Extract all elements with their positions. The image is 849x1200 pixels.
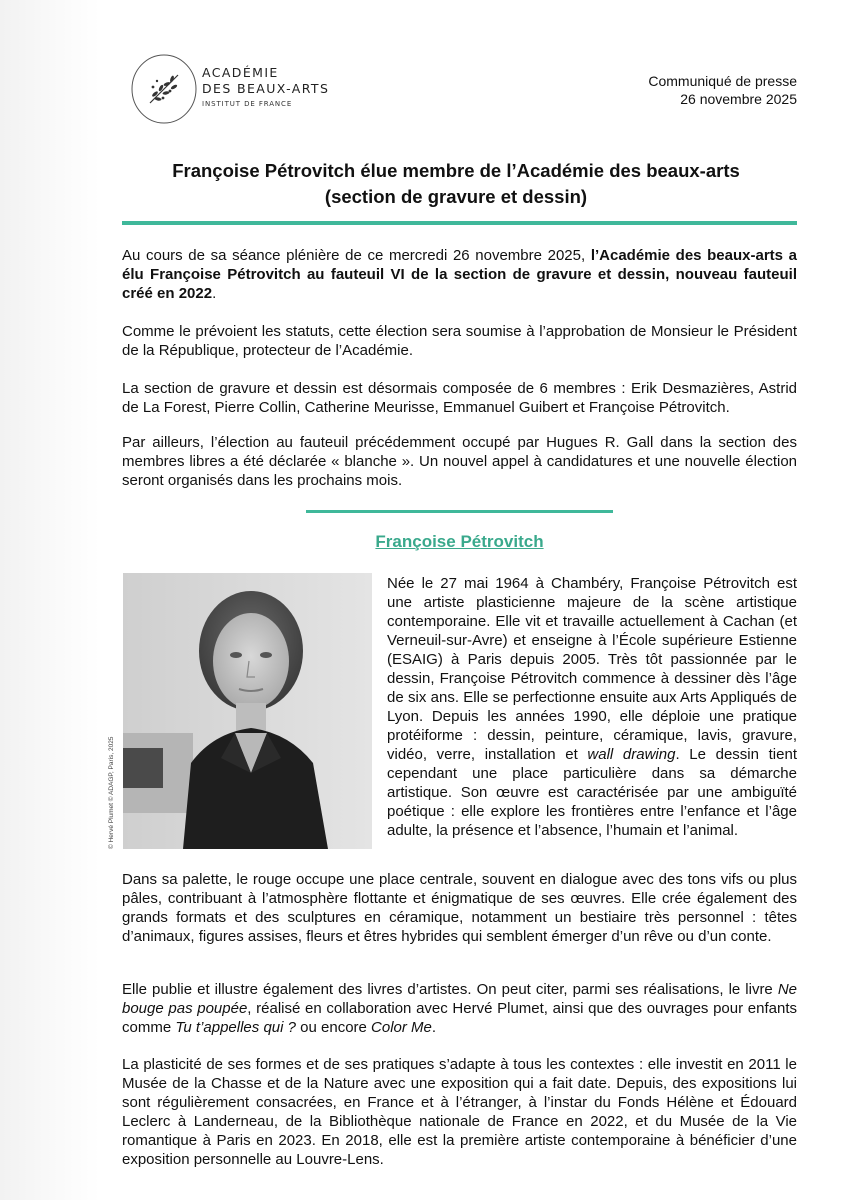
bio-paragraph-palette: Dans sa palette, le rouge occupe une place centrale, souvent en dialogue avec des tons vifs ou plus pâles, contribuant à l’atmosphère flottante et énigmatique de ses œuvres. Elle crée également des grands formats et des sculptures en céramique, notamment un bestiaire très personnel : têtes d’animaux, figures assises, fleurs et êtres hybrides qui semblent émerger d’un rêve ou d’un conte. (122, 871, 797, 945)
press-label: Communiqué de presse (648, 73, 797, 89)
logo-line-beaux-arts: DES BEAUX-ARTS (202, 81, 330, 96)
intro-p1-text: Au cours de sa séance plénière de ce mercredi 26 novembre 2025, (122, 247, 591, 264)
portrait-image (123, 573, 372, 849)
page-edge-shadow (0, 0, 100, 1200)
press-date: 26 novembre 2025 (680, 91, 797, 107)
bio-heading: Françoise Pétrovitch (375, 532, 544, 551)
logo-line-institut: INSTITUT DE FRANCE (202, 100, 293, 108)
title-line-1: Françoise Pétrovitch élue membre de l’Académie des beaux-arts (172, 160, 740, 181)
intro-paragraph-1 (122, 246, 797, 303)
books-text-a: Elle publie et illustre également des livres d’artistes. On peut citer, parmi ses réalisations, le livre (122, 981, 778, 998)
bio-paragraph-books (122, 980, 797, 1037)
bio-paragraph-intro (387, 574, 797, 840)
section-divider (306, 510, 613, 513)
books-title-2: Tu t’appelles qui ? (175, 1019, 296, 1036)
photo-credit: © Hervé Plumet © ADAGP, Paris, 2025 (108, 736, 115, 849)
title-divider (122, 221, 797, 225)
logo-line-academie: ACADÉMIE (202, 65, 279, 80)
bio-paragraph-plasticity: La plasticité de ses formes et de ses pratiques s’adapte à tous les contextes : elle investit en 2011 le Musée de la Chasse et de la Nature avec une exposition qui a fait date. Depuis, des expositions lui sont régulièrement consacrées, en France et à l’étranger, à l’instar du Fonds Hélène et Édouard Leclerc à Landerneau, de la Bibliothèque nationale de France en 2022, et du Musée de la Vie romantique à Paris en 2023. En 2018, elle est la première artiste contemporaine à bénéficier d’une exposition personnelle au Louvre-Lens. (122, 1056, 797, 1168)
books-title-3: Color Me (371, 1019, 432, 1036)
books-text-c: ou encore (295, 1019, 372, 1036)
books-title-1: Ne bouge pas poupée (122, 981, 797, 1017)
intro-p1-bold: l’Académie des beaux-arts a élu Françoise Pétrovitch au fauteuil VI de la section de gravure et dessin, nouveau fauteuil créé en 2022 (122, 247, 797, 302)
title-line-2: (section de gravure et dessin) (324, 186, 588, 207)
books-text-b: , réalisé en collaboration avec Hervé Plumet, ainsi que des ouvrages pour enfants comme (122, 1000, 797, 1036)
bio-intro-italic: wall drawing (587, 746, 676, 763)
press-release-header (648, 72, 797, 108)
intro-paragraph-3: La section de gravure et dessin est désormais composée de 6 membres : Erik Desmazières, Astrid de La Forest, Pierre Collin, Catherine Meurisse, Emmanuel Guibert et Françoise Pétrovitch. (122, 380, 797, 416)
bio-intro-text-b: . Le dessin tient cependant une place particulière dans sa démarche artistique. Son œuvre est caractérisée par une ambiguïté poétique : elle explore les frontières entre l’enfance et l’âge adulte, la présence et l’absence, l’humain et l’animal. (387, 746, 797, 839)
logo-wordmark (202, 65, 329, 108)
intro-paragraph-4: Par ailleurs, l’élection au fauteuil précédemment occupé par Hugues R. Gall dans la section des membres libres a été déclarée « blanche ». Un nouvel appel à candidatures et une nouvelle élection seront organisés dans les prochains mois. (122, 434, 797, 489)
intro-p1-end: . (212, 285, 217, 302)
bio-intro-text-a: Née le 27 mai 1964 à Chambéry, Françoise Pétrovitch est une artiste plasticienne majeure de la scène artistique contemporaine. Elle vit et travaille actuellement à Cachan (et Verneuil-sur-Avre) et enseigne à l’École supérieure Estienne (ESAIG) à Paris depuis 2005. Très tôt passionnée par le dessin, Françoise Pétrovitch commence à dessiner dès l’âge de six ans. Elle se perfectionne ensuite aux Arts Appliqués de Lyon. Depuis les années 1990, elle déploie une pratique protéiforme : dessin, peinture, céramique, lavis, gravure, vidéo, verre, installation et (387, 575, 797, 763)
academie-logo (128, 53, 388, 127)
portrait-photo (123, 573, 372, 849)
olive-branch-logo-icon (128, 53, 200, 125)
intro-paragraph-2: Comme le prévoient les statuts, cette élection sera soumise à l’approbation de Monsieur le Président de la République, protecteur de l’Académie. (122, 323, 797, 359)
page-title (122, 158, 790, 210)
books-text-d: . (431, 1019, 437, 1036)
